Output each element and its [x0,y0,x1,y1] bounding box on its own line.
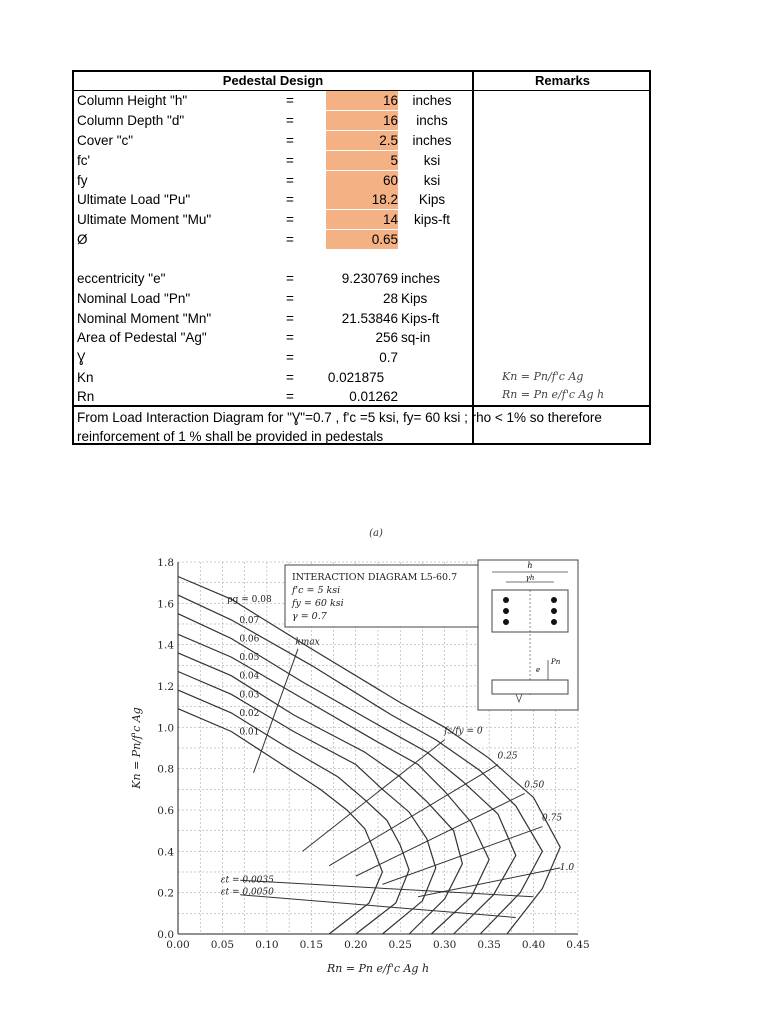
row-fc [74,151,472,170]
column-section-sketch [478,560,578,710]
row-value-input[interactable]: 0.65 [326,230,398,249]
row-label: Area of Pedestal "Ag" [77,330,207,345]
x-axis-label: Rn = Pn e/f'c Ag h [326,962,430,975]
row-unit: sq-in [401,330,431,345]
fsfy-label: 0.50 [524,780,545,791]
row-value-input[interactable]: 5 [326,151,398,170]
row-column-depth [74,111,472,130]
row-unit: kips-ft [413,212,450,227]
row-equals: = [286,153,294,168]
y-tick-label: 0.0 [157,929,174,941]
x-tick-label: 0.15 [299,939,324,951]
x-tick-label: 0.20 [344,939,368,951]
sketch-pn-label: Pn [551,658,561,666]
row-label: Kn [77,370,94,385]
y-tick-label: 0.6 [157,805,174,817]
series-label-0.03: 0.03 [239,690,260,701]
row-unit: ksi [423,173,441,188]
y-tick-label: 1.6 [157,598,174,611]
kmax-label: kmax [295,637,320,648]
row-label: eccentricity "e" [77,271,166,286]
row-nominal-load [74,289,472,308]
kmax-line [254,649,298,773]
row-label: Nominal Moment "Mn" [77,311,212,326]
row-rn [74,387,472,406]
row-unit: inches [401,271,441,286]
series-label-0.06: 0.06 [239,634,260,645]
interaction-diagram-figure [120,520,610,980]
row-kn [74,368,472,387]
sketch-h-label: h [527,561,533,570]
kn-formula: Kn = Pn/f'c Ag [502,370,584,383]
fsfy-label: 0.25 [497,751,518,762]
row-label: Rn [77,389,95,404]
row-value: 0.7 [379,350,398,365]
pedestal-design-table [72,70,651,445]
fsfy-line [329,765,498,866]
fsfy-label: 1.0 [559,862,575,873]
row-equals: = [286,113,294,128]
row-equals: = [286,271,294,286]
row-value-input[interactable]: 16 [326,91,398,110]
x-tick-label: 0.45 [566,939,590,951]
remarks-divider [472,72,474,443]
row-equals: = [286,330,294,345]
remarks-header: Remarks [535,73,590,88]
row-value-input[interactable]: 2.5 [326,131,398,150]
y-tick-label: 0.2 [157,887,174,900]
info-box-fy: fy = 60 ksi [292,598,344,609]
row-equals: = [286,93,294,108]
row-value-input[interactable]: 14 [326,210,398,229]
row-equals: = [286,232,294,247]
row-label: Column Depth "d" [77,113,185,128]
x-tick-label: 0.00 [166,939,190,951]
row-phi [74,230,472,249]
y-axis-label: Kn = Pn/f'c Ag [130,707,143,789]
series-label-0.04: 0.04 [239,671,260,682]
x-tick-label: 0.40 [521,939,546,951]
row-value: 0.021875 [327,370,385,385]
info-box-gamma: γ = 0.7 [292,611,327,622]
row-eccentricity [74,269,472,288]
row-gamma [74,348,472,367]
y-tick-label: 0.4 [157,846,174,859]
figure-caption: (a) [369,528,383,539]
x-tick-label: 0.35 [477,939,501,951]
y-tick-label: 1.2 [157,681,174,693]
row-value: 28 [382,291,398,306]
row-unit: inchs [416,113,448,128]
row-unit: Kips-ft [401,311,440,326]
series-label-0.05: 0.05 [239,653,260,664]
row-value: 21.53846 [341,311,398,326]
row-fy [74,171,472,190]
row-unit: ksi [423,153,441,168]
y-tick-label: 1.0 [157,722,174,735]
row-column-height [74,91,472,110]
info-box-title: INTERACTION DIAGRAM L5-60.7 [292,572,458,583]
x-tick-label: 0.25 [388,939,412,951]
pedestal-design-header: Pedestal Design [222,73,324,88]
row-label: fy [77,173,88,188]
row-value-input[interactable]: 60 [326,171,398,190]
y-tick-label: 1.4 [157,639,174,652]
fsfy-line [382,827,542,885]
row-value-input[interactable]: 16 [326,111,398,130]
series-label-0.01: 0.01 [239,727,260,738]
strain-label-0035: εt = 0.0035 [220,875,274,886]
x-tick-label: 0.10 [255,939,279,951]
row-equals: = [286,350,294,365]
row-equals: = [286,192,294,207]
row-cover [74,131,472,150]
row-label: Column Height "h" [77,93,188,108]
sketch-e-label: e [536,666,541,674]
sketch-gh-label: γh [525,574,535,582]
rn-formula: Rn = Pn e/f'c Ag h [502,388,605,401]
row-ultimate-moment [74,210,472,229]
row-value: 256 [375,330,398,345]
row-label: Ɣ [77,350,86,365]
row-label: Nominal Load "Pn" [77,291,191,306]
row-label: Cover "c" [77,133,134,148]
design-note: From Load Interaction Diagram for "Ɣ"=0.7 , f'c =5 ksi, fy= 60 ksi ; rho < 1% so therefore reinforcement of 1 % shall be provided in pedestals [77,410,602,444]
row-label: Ultimate Load "Pu" [77,192,191,207]
row-label: Ultimate Moment "Mu" [77,212,212,227]
x-tick-label: 0.05 [210,939,235,951]
series-line-0.02 [178,690,409,934]
interaction-diagram-chart [120,520,610,980]
series-line-0.03 [178,672,436,935]
row-equals: = [286,370,294,385]
row-equals: = [286,389,294,404]
strain-label-0050: εt = 0.0050 [220,887,274,898]
row-equals: = [286,212,294,227]
series-label-0.07: 0.07 [239,615,260,626]
row-unit: Kips [418,192,446,207]
row-equals: = [286,291,294,306]
row-unit: inches [412,133,452,148]
row-nominal-moment [74,309,472,328]
x-tick-label: 0.30 [432,939,457,951]
info-box-fc: f'c = 5 ksi [292,585,341,596]
row-value: 9.230769 [341,271,398,286]
row-equals: = [286,173,294,188]
row-unit: inches [412,93,452,108]
fsfy-label: fs/fy = 0 [444,726,483,737]
fsfy-label: 0.75 [542,813,563,824]
row-equals: = [286,133,294,148]
y-tick-label: 0.8 [157,763,174,776]
series-label-0.02: 0.02 [239,708,260,719]
row-value: 0.01262 [349,389,398,404]
row-value-input[interactable]: 18.2 [326,190,398,209]
row-ultimate-load [74,190,472,209]
row-area [74,328,472,347]
y-tick-label: 1.8 [157,557,174,569]
row-unit: Kips [401,291,428,306]
series-label-0.08: ρg = 0.08 [227,595,272,606]
row-label: fc' [77,153,91,168]
row-label: Ø [77,232,88,247]
row-equals: = [286,311,294,326]
